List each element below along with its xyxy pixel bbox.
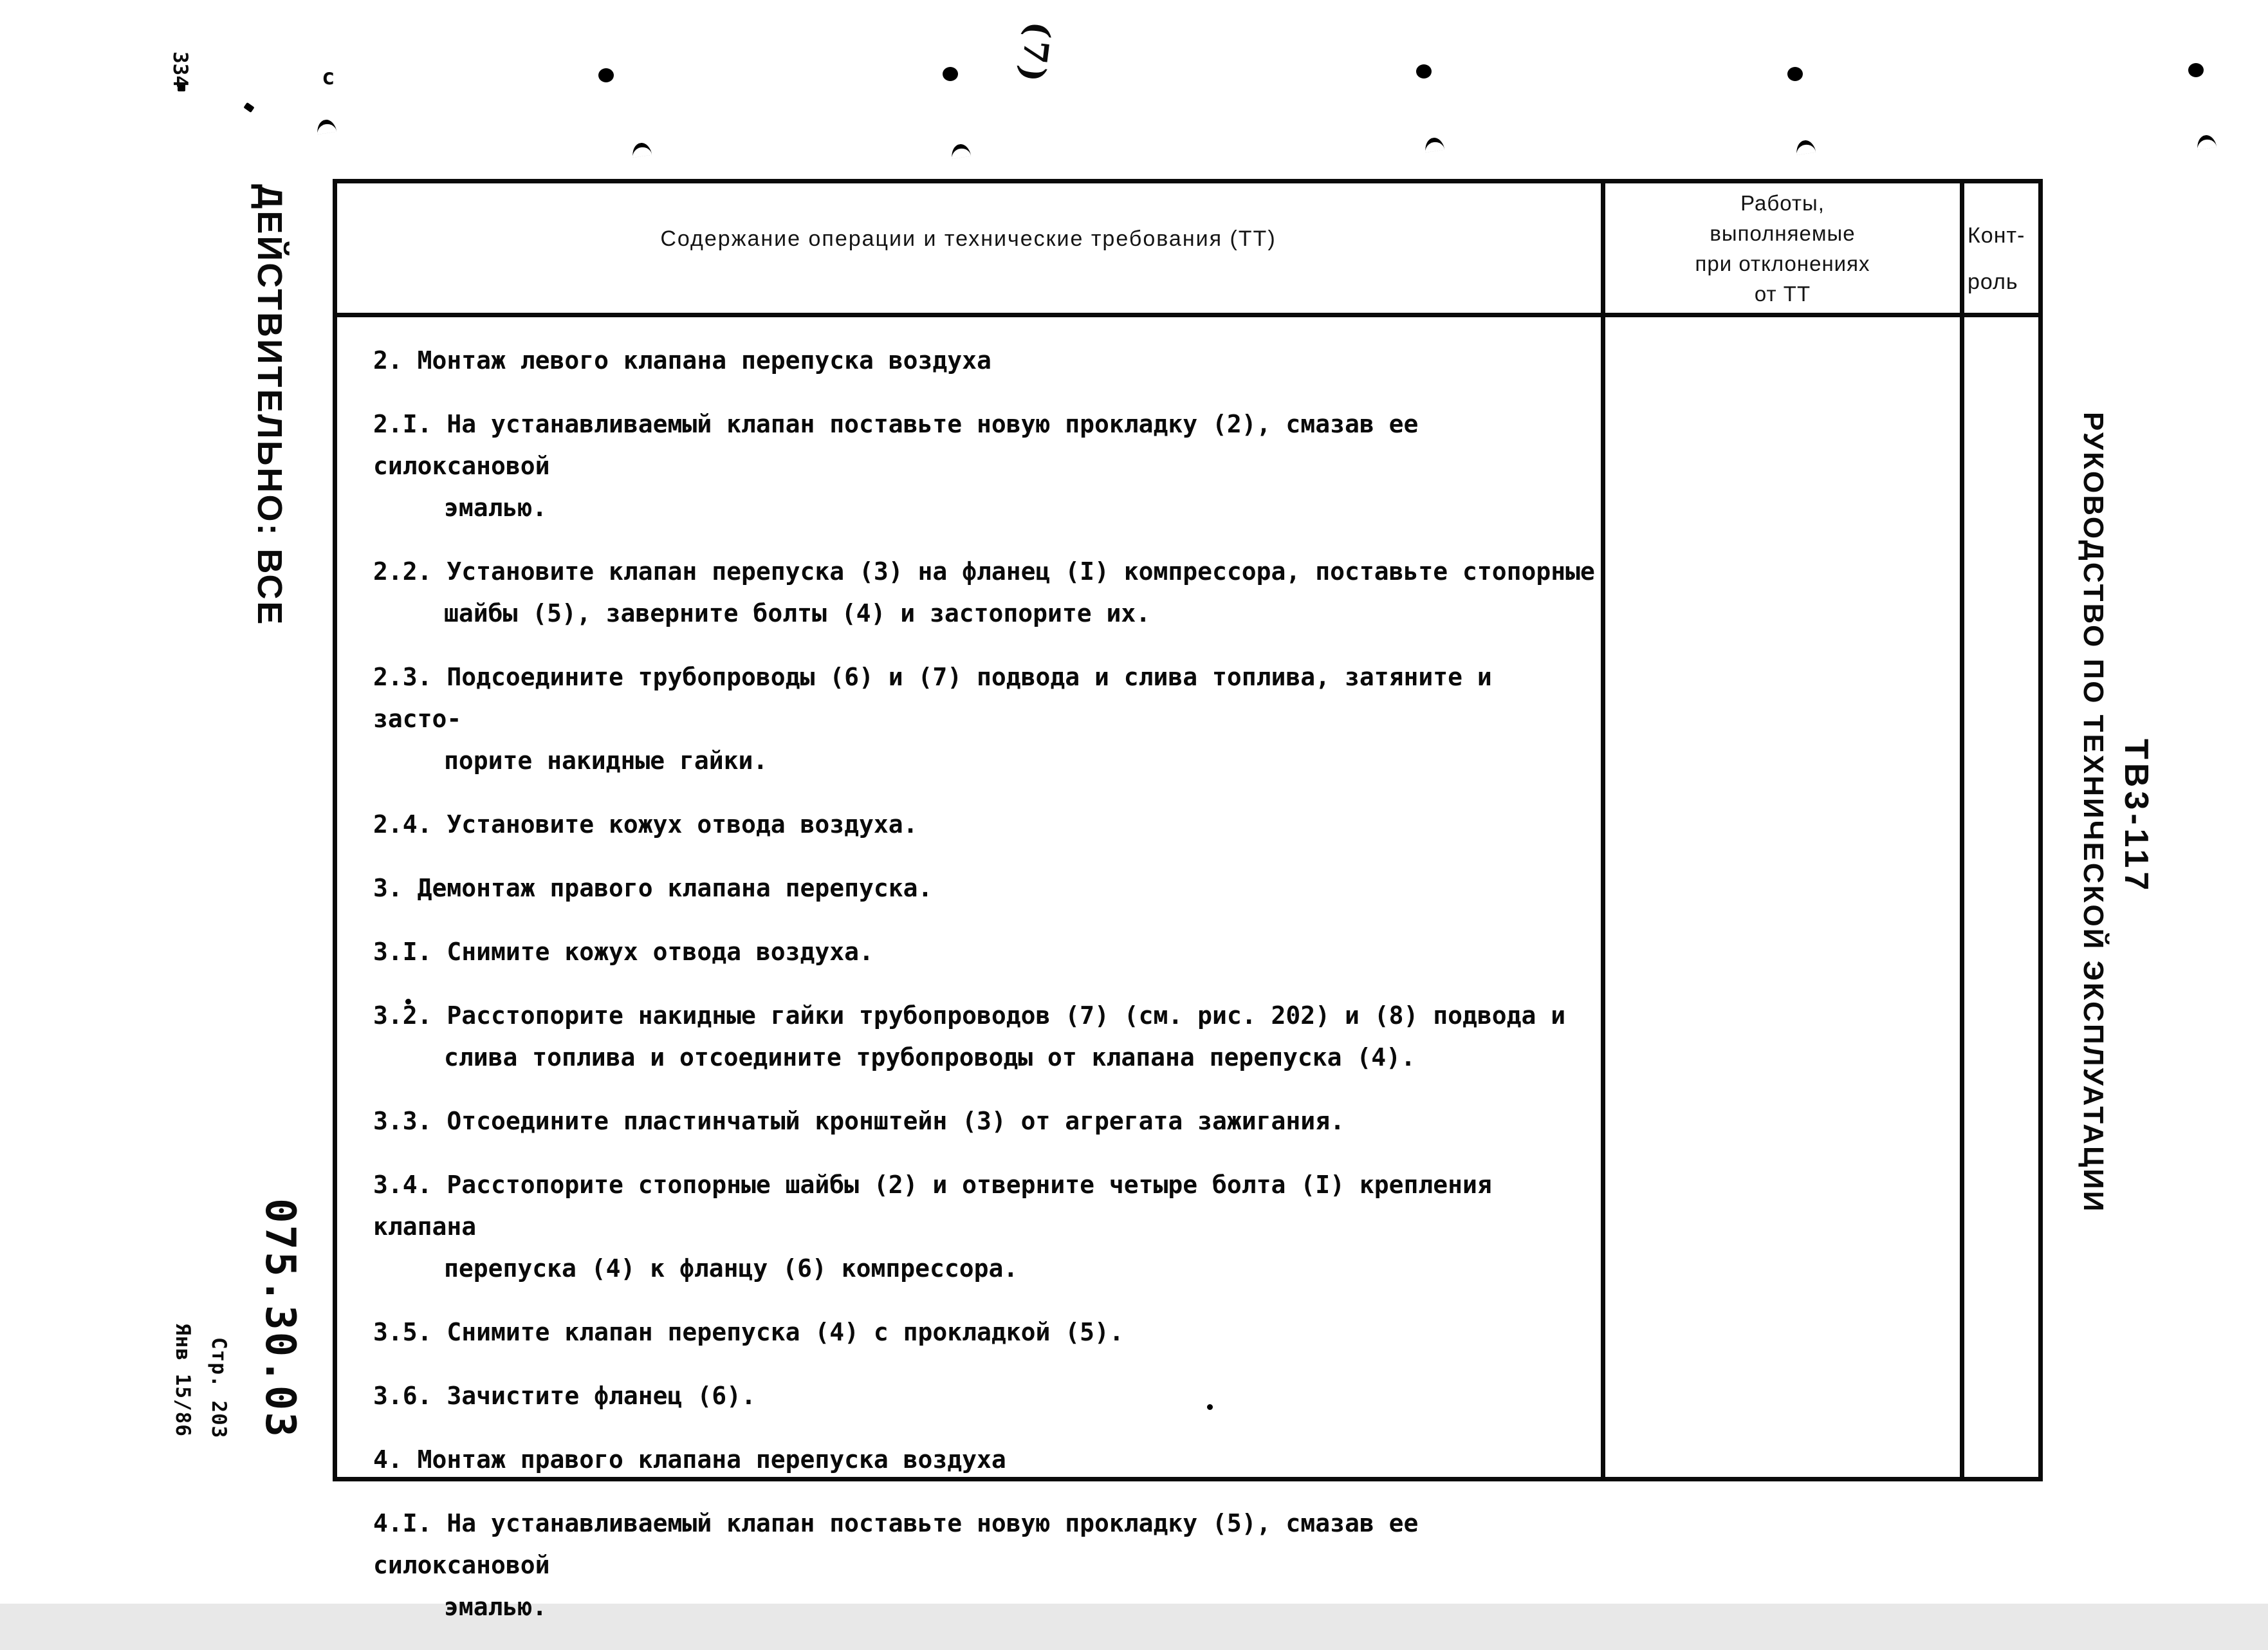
- header-line: Работы,: [1740, 191, 1825, 215]
- scan-dot: [1787, 67, 1803, 81]
- operation-line: 2.3. Подсоедините трубопроводы (6) и (7) подвода и слива топлива, затяните и засто-: [373, 663, 1522, 733]
- operation-line: 3.4. Расстопорите стопорные шайбы (2) и отверните четыре болта (I) крепления клапана: [373, 1171, 1507, 1241]
- header-row-divider: [333, 313, 2043, 317]
- operation-item: [373, 656, 1609, 782]
- operation-item: [373, 340, 1609, 382]
- operation-item: [373, 1503, 1609, 1628]
- scan-dot: [598, 68, 614, 82]
- operation-line: эмалью.: [444, 494, 548, 522]
- header-line: Конт-: [1968, 223, 2025, 248]
- scan-mark: с: [322, 64, 335, 90]
- operation-item: [373, 1100, 1609, 1142]
- operation-line: 2. Монтаж левого клапана перепуска воздуха: [373, 346, 991, 375]
- operation-line: 2.4. Установите кожух отвода воздуха.: [373, 810, 918, 839]
- scan-mark: [316, 118, 337, 134]
- scan-dot: [943, 67, 958, 81]
- operation-line: 4.I. На устанавливаемый клапан поставьте новую прокладку (5), смазав ее силоксановой: [373, 1509, 1434, 1579]
- operation-item: [373, 867, 1609, 909]
- header-line: выполняемые: [1710, 221, 1856, 245]
- operation-line: порите накидные гайки.: [444, 746, 768, 775]
- header-line: роль: [1968, 270, 2018, 294]
- scan-dot: [1416, 64, 1432, 79]
- validity-stamp: ДЕЙСТВИТЕЛЬНО: ВСЕ: [250, 184, 289, 627]
- operation-line: слива топлива и отсоедините трубопроводы от клапана перепуска (4).: [444, 1043, 1415, 1071]
- operation-item: [373, 804, 1609, 846]
- operation-line: 2.2. Установите клапан перепуска (3) на фланец (I) компрессора, поставьте стопорные: [373, 557, 1595, 586]
- operation-line: 3. Демонтаж правого клапана перепуска.: [373, 874, 933, 902]
- operation-line: 4. Монтаж правого клапана перепуска воздуха: [373, 1445, 1006, 1474]
- document-number: 075.30.03: [256, 1198, 304, 1439]
- scan-mark: [950, 143, 972, 159]
- operation-item: [373, 1312, 1609, 1353]
- header-deviation-works-column: [1605, 188, 1960, 309]
- operation-line: 3.5. Снимите клапан перепуска (4) с прокладкой (5).: [373, 1318, 1124, 1346]
- operation-item: [373, 1439, 1609, 1481]
- engine-model-label: ТВ3-117: [2117, 739, 2155, 895]
- operation-item: [373, 1375, 1609, 1417]
- scan-mark: [1424, 136, 1445, 153]
- header-control-column: [1968, 212, 2043, 305]
- operation-line: 3.3. Отсоедините пластинчатый кронштейн (3) от агрегата зажигания.: [373, 1107, 1345, 1135]
- scan-mark: [1795, 139, 1816, 155]
- operation-item: [373, 403, 1609, 529]
- scan-speck: [243, 102, 254, 113]
- manual-side-title: РУКОВОДСТВО ПО ТЕХНИЧЕСКОЙ ЭКСПЛУАТАЦИИ: [2078, 412, 2109, 1214]
- operation-item: [373, 931, 1609, 973]
- scan-mark: [631, 142, 652, 158]
- header-operations-column: Содержание операции и технические требования (ТТ): [660, 227, 1277, 251]
- header-line: от ТТ: [1754, 282, 1811, 306]
- header-line: при отклонениях: [1695, 252, 1870, 275]
- operation-item: [373, 995, 1609, 1079]
- scan-mark: [2196, 134, 2217, 150]
- operation-line: шайбы (5), заверните болты (4) и застопорите их.: [444, 599, 1151, 627]
- operations-list: [373, 340, 1609, 1650]
- operation-line: 2.I. На устанавливаемый клапан поставьте новую прокладку (2), смазав ее силоксановой: [373, 410, 1434, 480]
- operation-line: эмалью.: [444, 1593, 548, 1621]
- page-reference: Стр. 203: [207, 1337, 230, 1439]
- date-reference: Янв 15/86: [171, 1323, 194, 1437]
- column-divider-works-control: [1960, 179, 1964, 1481]
- operation-line: перепуска (4) к фланцу (6) компрессора.: [444, 1254, 1019, 1283]
- sheet-number: 334: [169, 51, 192, 88]
- operation-line: 3.2. Расстопорите накидные гайки трубопроводов (7) (см. рис. 202) и (8) подвода и: [373, 1001, 1566, 1030]
- operation-line: 3.6. Зачистите фланец (6).: [373, 1382, 756, 1410]
- operation-item: [373, 551, 1609, 635]
- operation-item: [373, 1164, 1609, 1290]
- scan-dot: [2188, 63, 2204, 77]
- operation-line: 3.I. Снимите кожух отвода воздуха.: [373, 938, 874, 966]
- handwritten-annotation: (7): [1011, 19, 1058, 87]
